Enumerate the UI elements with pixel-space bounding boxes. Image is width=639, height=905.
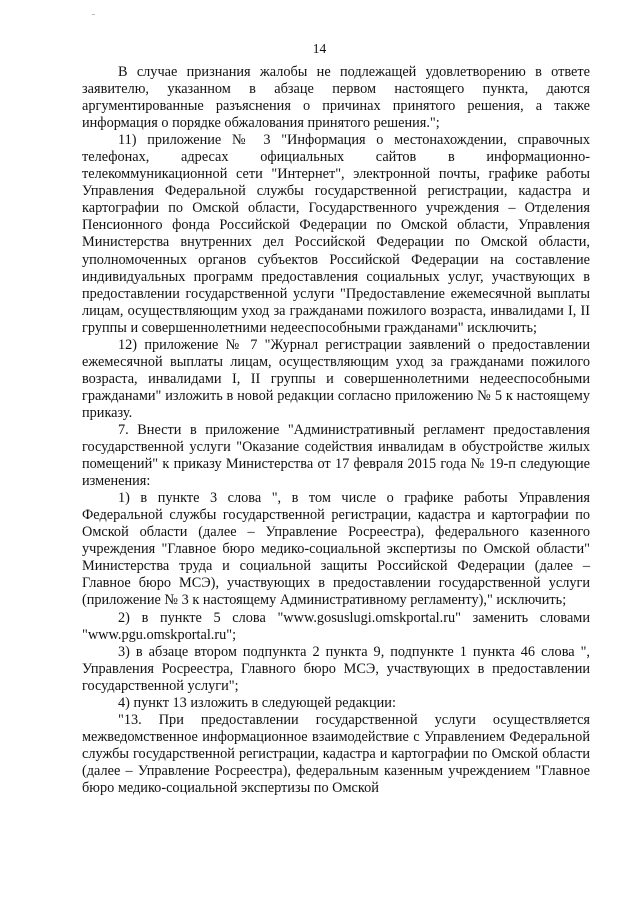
paragraph-complaint-answer: В случае признания жалобы не подлежащей удовлетворению в ответе заявителю, указанном в абзаце первом настоящего пункта, даются аргументированные разъяснения о причинах принятого решения, а также информация о порядке обжалования принятого решения."; xyxy=(82,64,590,132)
paragraph-subitem-4: 4) пункт 13 изложить в следующей редакции: xyxy=(118,694,396,711)
scan-mark xyxy=(92,14,95,15)
paragraph-section-7: 7. Внести в приложение "Административный регламент предоставления государственной услуги "Оказание содействия инвалидам в обустройстве жилых помещений" к приказу Министерства от 17 февраля 2015 года № 19-п следующие изменения: xyxy=(82,421,590,490)
paragraph-subitem-2: 2) в пункте 5 слова "www.gosuslugi.omskportal.ru" заменить словами "www.pgu.omskportal.ru"; xyxy=(82,609,590,643)
paragraph-subitem-3: 3) в абзаце втором подпункта 2 пункта 9, подпункте 1 пункта 46 слова ", Управления Росреестра, Главного бюро МСЭ, участвующих в предоставлении государственной услуги"; xyxy=(82,643,590,694)
paragraph-item-12: 12) приложение № 7 "Журнал регистрации заявлений о предоставлении ежемесячной выплаты лицам, осуществляющим уход за гражданами пожилого возраста, инвалидами I, II группы и совершеннолетними недееспособными гражданами" изложить в новой редакции согласно приложению № 5 к настоящему приказу. xyxy=(82,336,590,421)
paragraph-point-13: "13. При предоставлении государственной услуги осуществляется межведомственное информационное взаимодействие с Управлением Федеральной службы государственной регистрации, кадастра и картографии по Омской области (далее – Управление Росреестра), федеральным казенным учреждением "Главное бюро медико-социальной экспертизы по Омской xyxy=(82,711,590,796)
page-number: 14 xyxy=(312,41,327,56)
paragraph-subitem-1: 1) в пункте 3 слова ", в том числе о графике работы Управления Федеральной службы государственной регистрации, кадастра и картографии по Омской области (далее – Управление Росреестра), федерального казенного учреждения "Главное бюро медико-социальной экспертизы по Омской области" Министерства труда и социальной защиты Российской Федерации (далее – Главное бюро МСЭ), участвующих в предоставлении государственной услуги (приложение № 3 к настоящему Административному регламенту)," исключить; xyxy=(82,490,590,609)
paragraph-item-11: 11) приложение № 3 "Информация о местонахождении, справочных телефонах, адресах официальных сайтов в информационно-телекоммуникационной сети "Интернет", электронной почты, графике работы Управления Федеральной службы государственной регистрации, кадастра и картографии по Омской области, Государственного учреждения – Отделения Пенсионного фонда Российской Федерации по Омской области, Управления Министерства внутренних дел Российской Федерации по Омской области, уполномоченных органов субъектов Российской Федерации на составление индивидуальных программ предоставления социальных услуг, участвующих в предоставлении государственной услуги "Предоставление ежемесячной выплаты лицам, осуществляющим уход за гражданами пожилого возраста, инвалидами I, II группы и совершеннолетними недееспособными гражданами" исключить; xyxy=(82,132,590,336)
document-body xyxy=(82,64,590,797)
